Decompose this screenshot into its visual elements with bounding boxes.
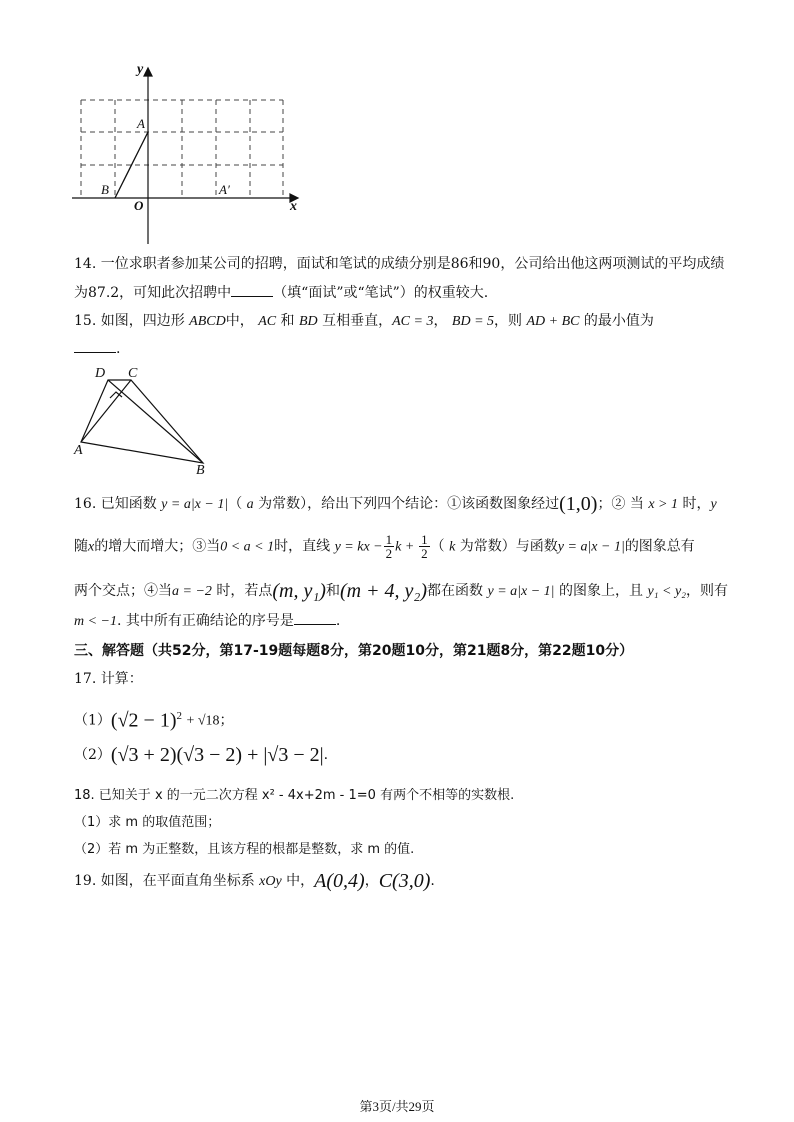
- q19-text: ，: [364, 873, 379, 889]
- q16-frac-2: [419, 533, 430, 560]
- q16-text: 都在函数: [427, 583, 484, 599]
- q15-expression: AD + BC: [526, 314, 580, 329]
- q16-line1: [74, 494, 717, 515]
- point-d-label: D: [95, 366, 106, 381]
- q15-text: 的最小值为: [583, 313, 654, 329]
- q17-part1-exponent: 2: [176, 710, 182, 722]
- q16-text: 16. 已知函数: [74, 496, 157, 512]
- q16-text: ，则有: [686, 583, 729, 599]
- q15-text: ，则: [494, 313, 523, 329]
- q16-var-x: x: [88, 539, 95, 555]
- q15-end: .: [116, 341, 121, 357]
- q16-text: 时，若点: [216, 583, 273, 599]
- q19-text: 19. 如图，在平面直角坐标系: [74, 873, 255, 889]
- q15-text: 互相垂直，: [322, 313, 393, 329]
- q15-quad: ABCD: [189, 314, 226, 329]
- q17-part1-expr: (√2 − 1): [110, 709, 177, 732]
- q15-ac: AC: [258, 314, 277, 329]
- q17-part1-label: （1）: [74, 712, 111, 729]
- point-a-prime-label: A′: [219, 182, 230, 197]
- q16-function-3: y = a|x − 1|: [487, 584, 555, 599]
- q19-point-c: C(3,0): [378, 870, 431, 892]
- q19-line1: [74, 871, 435, 892]
- q17-part1-end: ；: [219, 712, 234, 729]
- x-axis-label: x: [290, 199, 297, 214]
- q16-text: 和: [325, 583, 340, 599]
- frac-numerator: 1: [421, 532, 428, 547]
- q16-function: y = a|x − 1|: [161, 497, 229, 512]
- q16-cond-m: m < −1: [74, 614, 118, 629]
- page-footer: 第3页/共29页: [359, 1099, 435, 1114]
- q19-system: xOy: [259, 874, 282, 889]
- frac-denominator: 2: [421, 546, 428, 561]
- q16-text: 为常数）与函数: [459, 538, 558, 555]
- q15-text: 和: [280, 313, 295, 329]
- q16-var-k-2: k: [449, 539, 456, 555]
- coordinate-grid-figure: [68, 62, 308, 248]
- q16-text: 的增大而增大；③当: [94, 538, 221, 555]
- q16-end: .: [335, 613, 341, 629]
- q16-cond-a-eq: a = −2: [172, 584, 212, 599]
- q16-text: 时，直线: [274, 538, 331, 555]
- origin-label: O: [134, 198, 144, 213]
- q14-answer-blank: [231, 282, 273, 297]
- q16-text: 为常数），给出下列四个结论：①该函数图象经过: [258, 496, 560, 512]
- point-a-label: A: [137, 116, 145, 131]
- q16-text: ；② 当: [597, 496, 644, 512]
- q16-cond-y1-lt-y2: y₁ < y₂: [647, 584, 687, 599]
- q16-var-y: y: [710, 497, 717, 512]
- q16-line-eq: y = kx −: [334, 539, 383, 555]
- q15-line1: [74, 311, 654, 332]
- q16-line3: [74, 581, 728, 602]
- q16-cond-x-gt-1: x > 1: [648, 497, 679, 512]
- q16-point-1-0: (1,0): [559, 493, 598, 515]
- q16-line4: [74, 610, 340, 632]
- q17-part1-sqrt18: + √18: [186, 713, 220, 729]
- q15-bd-value: BD = 5: [451, 314, 495, 329]
- q19-end: .: [430, 873, 435, 889]
- q16-text: 随: [74, 538, 88, 555]
- q16-point-m-y1: (m, y₁): [272, 580, 326, 602]
- q15-text: ，: [433, 313, 448, 329]
- quadrilateral-figure: [70, 360, 220, 480]
- q19-text: 中，: [286, 873, 315, 889]
- q14-line2-a: 为87.2，可知此次招聘中: [74, 285, 232, 301]
- q16-plus: +: [405, 539, 414, 555]
- point-c-label: C: [128, 366, 138, 381]
- q15-line2: [74, 338, 120, 359]
- q14-line2: [74, 282, 488, 303]
- q16-var-k: k: [395, 539, 402, 555]
- q16-answer-blank: [294, 610, 336, 625]
- q19-point-a: A(0,4): [314, 870, 365, 892]
- q14-line2-b: （填“面试”或“笔试”）的权重较大.: [273, 285, 489, 301]
- q16-text: 的图象总有: [624, 538, 695, 555]
- q16-frac-1: [384, 533, 395, 560]
- point-b-label: B: [101, 182, 109, 197]
- q17-part2-end: .: [323, 747, 329, 763]
- q16-text: （: [228, 496, 243, 512]
- q17-part1: [74, 706, 234, 732]
- q16-text: 的图象上，且: [558, 583, 643, 599]
- q15-ac-value: AC = 3: [392, 314, 434, 329]
- q15-text: 15. 如图，四边形: [74, 313, 185, 329]
- q17-part2-label: （2）: [74, 747, 111, 763]
- q16-text: . 其中所有正确结论的序号是: [117, 613, 294, 629]
- frac-numerator: 1: [385, 532, 393, 547]
- point-a-label-2: A: [74, 443, 83, 458]
- y-axis-label: y: [137, 62, 144, 77]
- q18-part1: （1）求 m 的取值范围；: [74, 815, 221, 830]
- q16-text: （: [430, 538, 445, 555]
- point-b-label-2: B: [196, 463, 205, 478]
- q16-cond-a-range: 0 < a < 1: [220, 539, 275, 555]
- q17-part2-expr: (√3 + 2)(√3 − 2) + |√3 − 2|: [110, 744, 324, 766]
- q17-title: 17. 计算：: [74, 671, 143, 687]
- q18-line1: 18. 已知关于 x 的一元二次方程 x² - 4x+2m - 1=0 有两个不相等的实数根.: [74, 788, 515, 803]
- q16-text: 两个交点；④当: [74, 583, 172, 599]
- q15-text: 中，: [225, 313, 254, 329]
- q16-line2: [74, 533, 695, 560]
- q16-point-m4-y2: (m + 4, y₂): [339, 580, 428, 602]
- q18-part2: （2）若 m 为正整数，且该方程的根都是整数，求 m 的值.: [74, 842, 415, 857]
- frac-denominator: 2: [385, 546, 393, 561]
- q15-answer-blank: [74, 338, 116, 353]
- q16-text: 时，: [682, 496, 711, 512]
- q17-part2: [74, 745, 328, 765]
- q16-var-a: a: [246, 497, 254, 512]
- section-3-title: 三、解答题（共52分，第17-19题每题8分，第20题10分，第21题8分，第22题10分）: [74, 643, 634, 659]
- q15-bd: BD: [298, 314, 318, 329]
- q14-line1: 14. 一位求职者参加某公司的招聘，面试和笔试的成绩分别是86和90，公司给出他这两项测试的平均成绩: [74, 256, 725, 272]
- q16-function-2: y = a|x − 1|: [557, 539, 625, 555]
